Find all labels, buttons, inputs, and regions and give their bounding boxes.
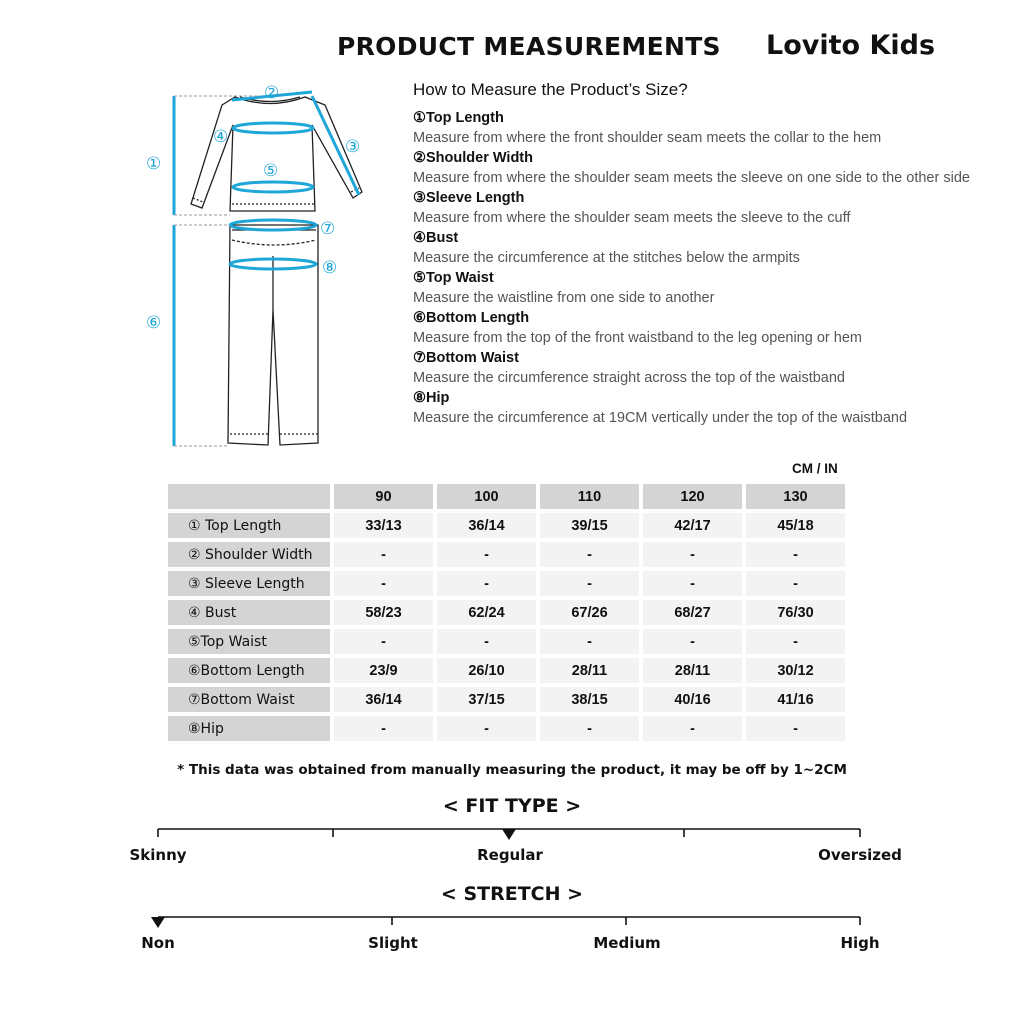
table-cell: - [437,571,536,596]
row-label: ⑤Top Waist [168,629,330,654]
row-label: ⑦Bottom Waist [168,687,330,712]
table-cell: 39/15 [540,513,639,538]
instruction-desc: Measure from where the front shoulder seam meets the collar to the hem [413,130,882,146]
size-column-header: 90 [334,484,433,509]
diagram-number-4: ④ [213,127,229,147]
table-cell: 58/23 [334,600,433,625]
instruction-item [413,348,973,388]
table-cell: 28/11 [540,658,639,683]
table-cell: 45/18 [746,513,845,538]
table-cell: 68/27 [643,600,742,625]
instruction-item [413,228,973,268]
table-cell: - [437,542,536,567]
stretch-marker-icon [151,917,165,928]
instruction-desc: Measure from where the shoulder seam meets the sleeve on one side to the other side [413,170,970,186]
instruction-item [413,108,973,148]
fit-type-scale [0,822,1024,842]
diagram-number-3: ③ [345,137,361,157]
instructions-title: How to Measure the Product’s Size? [413,80,688,99]
table-cell: 26/10 [437,658,536,683]
table-row [168,542,845,567]
table-row [168,513,845,538]
stretch-label: Medium [593,934,661,952]
table-cell: - [540,716,639,741]
table-cell: 41/16 [746,687,845,712]
table-cell: 36/14 [437,513,536,538]
table-cell: - [746,571,845,596]
table-corner-cell [168,484,330,509]
unit-label: CM / IN [792,461,838,476]
garment-diagram [140,80,370,455]
table-cell: 38/15 [540,687,639,712]
stretch-label: Non [141,934,175,952]
size-column-header: 110 [540,484,639,509]
table-cell: - [437,629,536,654]
table-cell: - [643,716,742,741]
row-label: ② Shoulder Width [168,542,330,567]
table-row [168,716,845,741]
table-cell: 37/15 [437,687,536,712]
table-cell: 30/12 [746,658,845,683]
instruction-desc: Measure from the top of the front waistband to the leg opening or hem [413,330,862,346]
fit-type-label: Oversized [818,846,902,864]
size-chart-table [164,480,849,745]
instruction-name: ④Bust [413,230,459,246]
instruction-desc: Measure from where the shoulder seam meets the sleeve to the cuff [413,210,851,226]
stretch-label: High [840,934,880,952]
table-cell: - [334,571,433,596]
table-cell: 40/16 [643,687,742,712]
row-label: ⑧Hip [168,716,330,741]
instruction-name: ⑧Hip [413,390,450,406]
brand-logo-text: Lovito Kids [766,30,936,61]
table-cell: - [643,629,742,654]
row-label: ① Top Length [168,513,330,538]
instruction-desc: Measure the circumference at 19CM vertically under the top of the waistband [413,410,908,426]
table-row [168,629,845,654]
stretch-label: Slight [368,934,418,952]
diagram-number-8: ⑧ [322,258,338,278]
instruction-name: ⑥Bottom Length [413,310,530,326]
row-label: ④ Bust [168,600,330,625]
table-cell: - [746,542,845,567]
table-cell: 62/24 [437,600,536,625]
fit-type-title: < FIT TYPE > [442,795,582,817]
instruction-name: ②Shoulder Width [413,150,533,166]
size-column-header: 120 [643,484,742,509]
table-cell: 23/9 [334,658,433,683]
table-cell: - [540,542,639,567]
instruction-name: ③Sleeve Length [413,190,525,206]
table-cell: 67/26 [540,600,639,625]
fit-type-label: Regular [477,846,543,864]
table-cell: 28/11 [643,658,742,683]
fit-type-marker-icon [502,829,516,840]
table-header-row [168,484,845,509]
table-row [168,571,845,596]
table-cell: - [643,542,742,567]
page-title: PRODUCT MEASUREMENTS [337,32,721,61]
size-column-header: 130 [746,484,845,509]
instruction-name: ⑦Bottom Waist [413,350,519,366]
diagram-number-5: ⑤ [263,161,279,181]
table-cell: - [643,571,742,596]
table-cell: 36/14 [334,687,433,712]
measurement-note: * This data was obtained from manually measuring the product, it may be off by 1~2CM [177,762,847,778]
table-row [168,658,845,683]
instruction-name: ①Top Length [413,110,504,126]
table-row [168,600,845,625]
diagram-number-2: ② [264,83,280,103]
row-label: ⑥Bottom Length [168,658,330,683]
size-column-header: 100 [437,484,536,509]
fit-type-label: Skinny [129,846,187,864]
instruction-item [413,388,973,428]
table-cell: - [334,716,433,741]
table-cell: - [540,629,639,654]
stretch-title: < STRETCH > [440,883,584,905]
instruction-name: ⑤Top Waist [413,270,494,286]
table-cell: - [746,716,845,741]
instruction-item [413,268,973,308]
table-cell: 76/30 [746,600,845,625]
table-cell: - [746,629,845,654]
stretch-scale [0,910,1024,930]
row-label: ③ Sleeve Length [168,571,330,596]
instruction-desc: Measure the circumference straight across the top of the waistband [413,370,845,386]
table-cell: - [334,629,433,654]
diagram-number-6: ⑥ [146,313,162,333]
diagram-number-7: ⑦ [320,219,336,239]
instruction-item [413,308,973,348]
measure-instructions [413,80,973,428]
table-cell: - [334,542,433,567]
instruction-item [413,148,973,188]
table-cell: 33/13 [334,513,433,538]
table-cell: - [540,571,639,596]
instruction-desc: Measure the circumference at the stitches below the armpits [413,250,800,266]
table-cell: - [437,716,536,741]
table-row [168,687,845,712]
table-cell: 42/17 [643,513,742,538]
instruction-desc: Measure the waistline from one side to another [413,290,715,306]
instruction-item [413,188,973,228]
diagram-number-1: ① [146,154,162,174]
